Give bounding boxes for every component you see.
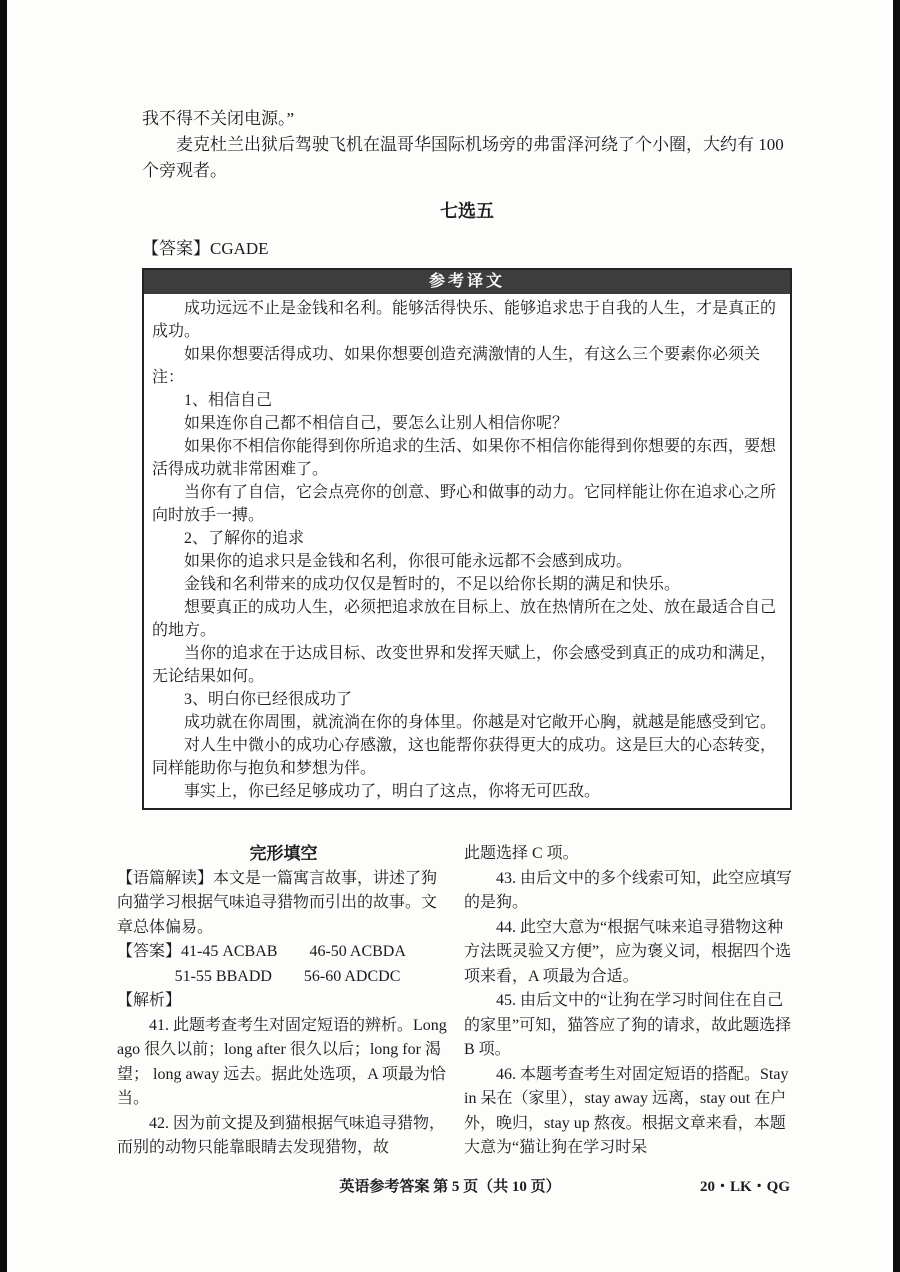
- page-footer: [0, 1176, 900, 1198]
- analysis-item-43: 43. 由后文中的多个线索可知，此空应填写的是狗。: [464, 869, 793, 911]
- translation-paragraph: 如果连你自己都不相信自己，要怎么让别人相信你呢？: [184, 415, 569, 432]
- translation-paragraph: 对人生中微小的成功心存感激，这也能帮你获得更大的成功。这是巨大的心态转变，同样能助你与抱负和梦想为伴。: [152, 737, 777, 777]
- translation-paragraph: 金钱和名利带来的成功仅仅是暂时的，不足以给你长期的满足和快乐。: [184, 576, 681, 593]
- reference-translation-box: [142, 268, 792, 810]
- upper-section: [142, 106, 792, 810]
- footer-page-info: 英语参考答案 第 5 页（共 10 页）: [339, 1179, 561, 1195]
- translation-paragraph: 事实上，你已经足够成功了，明白了这点，你将无可匹敌。: [184, 783, 601, 800]
- translation-paragraph: 成功就在你周围，就流淌在你的身体里。你越是对它敞开心胸，就越是能感受到它。: [184, 714, 777, 731]
- analysis-label: 【解析】: [117, 992, 182, 1009]
- answer-line-cgade: 【答案】CGADE: [142, 239, 269, 258]
- translation-paragraph: 当你有了自信，它会点亮你的创意、野心和做事的动力。它同样能让你在追求心之所向时放手一搏。: [152, 484, 777, 524]
- footer-exam-code: 20・LK・QG: [699, 1179, 790, 1195]
- translation-paragraph: 如果你的追求只是金钱和名利，你很可能永远都不会感到成功。: [184, 553, 633, 570]
- translation-paragraph: 成功远远不止是金钱和名利。能够活得快乐、能够追求忠于自我的人生，才是真正的成功。: [152, 300, 777, 340]
- translation-subheading: 2、了解你的追求: [184, 530, 305, 547]
- cloze-answers-line2: 51-55 BBADD 56-60 ADCDC: [174, 967, 401, 985]
- translation-paragraph: 如果你不相信你能得到你所追求的生活、如果你不相信你能得到你想要的东西，要想活得成功就非常困难了。: [152, 438, 777, 478]
- analysis-item-45: 45. 由后文中的“让狗在学习时间住在自己的家里”可知，猫答应了狗的请求，故此题选择 B 项。: [464, 992, 792, 1058]
- translation-body: [144, 294, 790, 808]
- right-column: [464, 842, 797, 1161]
- translation-subheading: 3、明白你已经很成功了: [184, 691, 353, 708]
- section-heading-seven-choose-five: 七选五: [440, 201, 494, 221]
- two-column-section: [117, 842, 797, 1161]
- analysis-item-44: 44. 此空大意为“根据气味来追寻猎物这种方法既灵验又方便”，应为褒义词，根据四个选项来看，A 项最为合适。: [464, 918, 792, 985]
- translation-paragraph: 当你的追求在于达成目标、改变世界和发挥天赋上，你会感受到真正的成功和满足，无论结果如何。: [152, 645, 777, 685]
- cloze-answers-line1: 【答案】41-45 ACBAB 46-50 ACBDA: [117, 943, 406, 960]
- paragraph-narrative: 麦克杜兰出狱后驾驶飞机在温哥华国际机场旁的弗雷泽河绕了个小圈，大约有 100 个旁观者。: [142, 135, 784, 180]
- left-column: [117, 842, 450, 1161]
- analysis-item-42-continuation: 此题选择 C 项。: [464, 845, 579, 862]
- analysis-item-46: 46. 本题考查考生对固定短语的搭配。Stay in 呆在（家里），stay away 远离，stay out 在户外，晚归，stay up 熬夜。根据文章来看，本题大意为“猫让狗在学习时呆: [464, 1065, 789, 1156]
- analysis-item-42: 42. 因为前文提及到猫根据气味追寻猎物，而别的动物只能靠眼睛去发现猎物，故: [117, 1114, 446, 1156]
- section-heading-cloze: 完形填空: [249, 844, 318, 863]
- paragraph-quote-end: 我不得不关闭电源。”: [142, 109, 295, 128]
- scan-edge-left: [0, 0, 7, 1272]
- translation-paragraph: 想要真正的成功人生，必须把追求放在目标上、放在热情所在之处、放在最适合自己的地方。: [152, 599, 777, 639]
- analysis-item-41: 41. 此题考查考生对固定短语的辨析。Long ago 很久以前；long after 很久以后；long for 渴望； long away 远去。据此处选项，A 项最为恰当。: [117, 1016, 447, 1107]
- translation-box-title: 参考译文: [144, 270, 790, 294]
- translation-subheading: 1、相信自己: [184, 392, 273, 409]
- translation-paragraph: 如果你想要活得成功、如果你想要创造充满激情的人生，有这么三个要素你必须关注：: [152, 346, 761, 386]
- scan-edge-right: [893, 0, 900, 1272]
- cloze-intro: 【语篇解读】本文是一篇寓言故事，讲述了狗向猫学习根据气味追寻猎物而引出的故事。文章总体偏易。: [117, 869, 438, 936]
